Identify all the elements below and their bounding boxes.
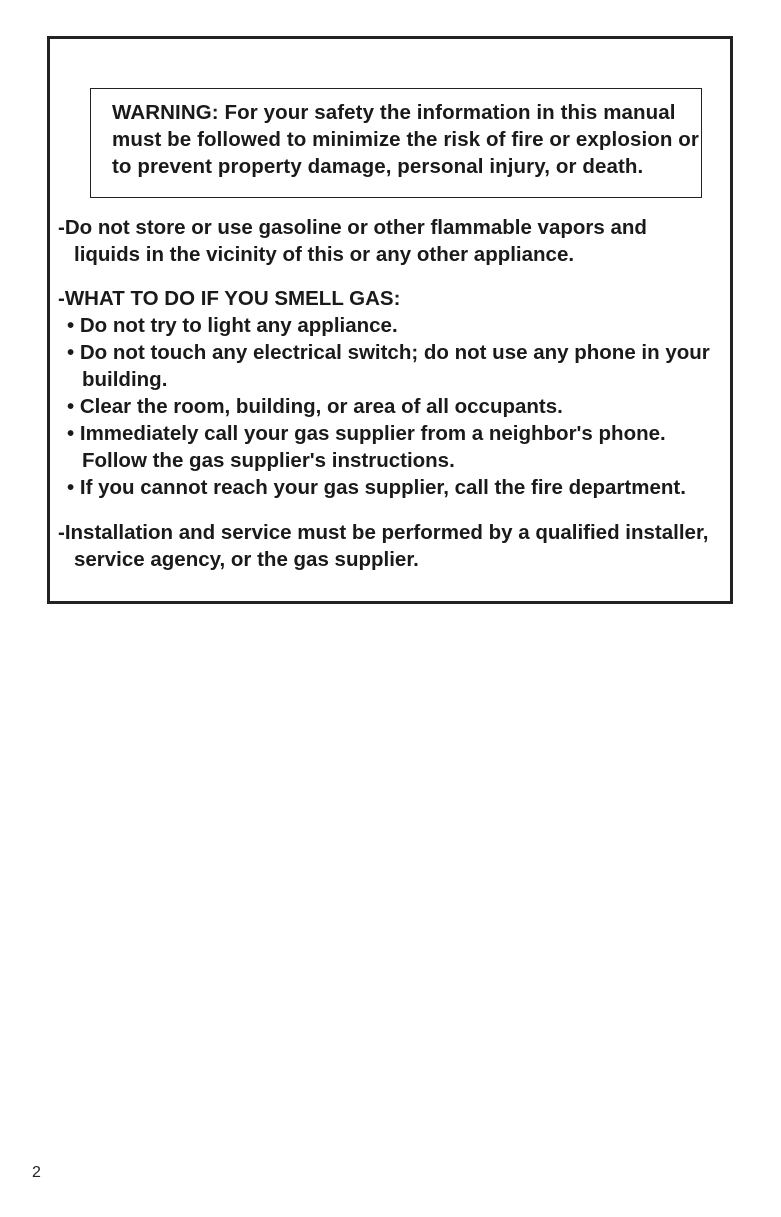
- warning-box: [90, 88, 702, 198]
- bullet-4-line-1: • Immediately call your gas supplier from a neighbor's phone.: [67, 422, 666, 445]
- bullet-1: • Do not try to light any appliance.: [67, 314, 398, 337]
- storage-line-1: -Do not store or use gasoline or other flammable vapors and: [58, 216, 647, 239]
- installation-line-1: -Installation and service must be performed by a qualified installer,: [58, 521, 709, 544]
- smell-gas-heading: -WHAT TO DO IF YOU SMELL GAS:: [58, 287, 401, 310]
- bullet-4-line-2: Follow the gas supplier's instructions.: [82, 449, 455, 472]
- storage-line-2: liquids in the vicinity of this or any other appliance.: [74, 243, 575, 266]
- bullet-5: • If you cannot reach your gas supplier, call the fire department.: [67, 476, 686, 499]
- warning-line-2: must be followed to minimize the risk of fire or explosion or: [112, 128, 700, 151]
- bullet-2-line-2: building.: [82, 368, 168, 391]
- bullet-3: • Clear the room, building, or area of all occupants.: [67, 395, 563, 418]
- installation-line-2: service agency, or the gas supplier.: [74, 548, 419, 571]
- storage-instruction: [58, 214, 728, 268]
- warning-line-3: to prevent property damage, personal injury, or death.: [112, 155, 644, 178]
- installation-instruction: [58, 519, 728, 573]
- smell-gas-section: [58, 285, 728, 501]
- page-number: 2: [32, 1164, 41, 1181]
- safety-warning-frame: [47, 36, 733, 604]
- bullet-2-line-1: • Do not touch any electrical switch; do not use any phone in your: [67, 341, 710, 364]
- warning-line-1: WARNING: For your safety the information in this manual: [112, 101, 676, 124]
